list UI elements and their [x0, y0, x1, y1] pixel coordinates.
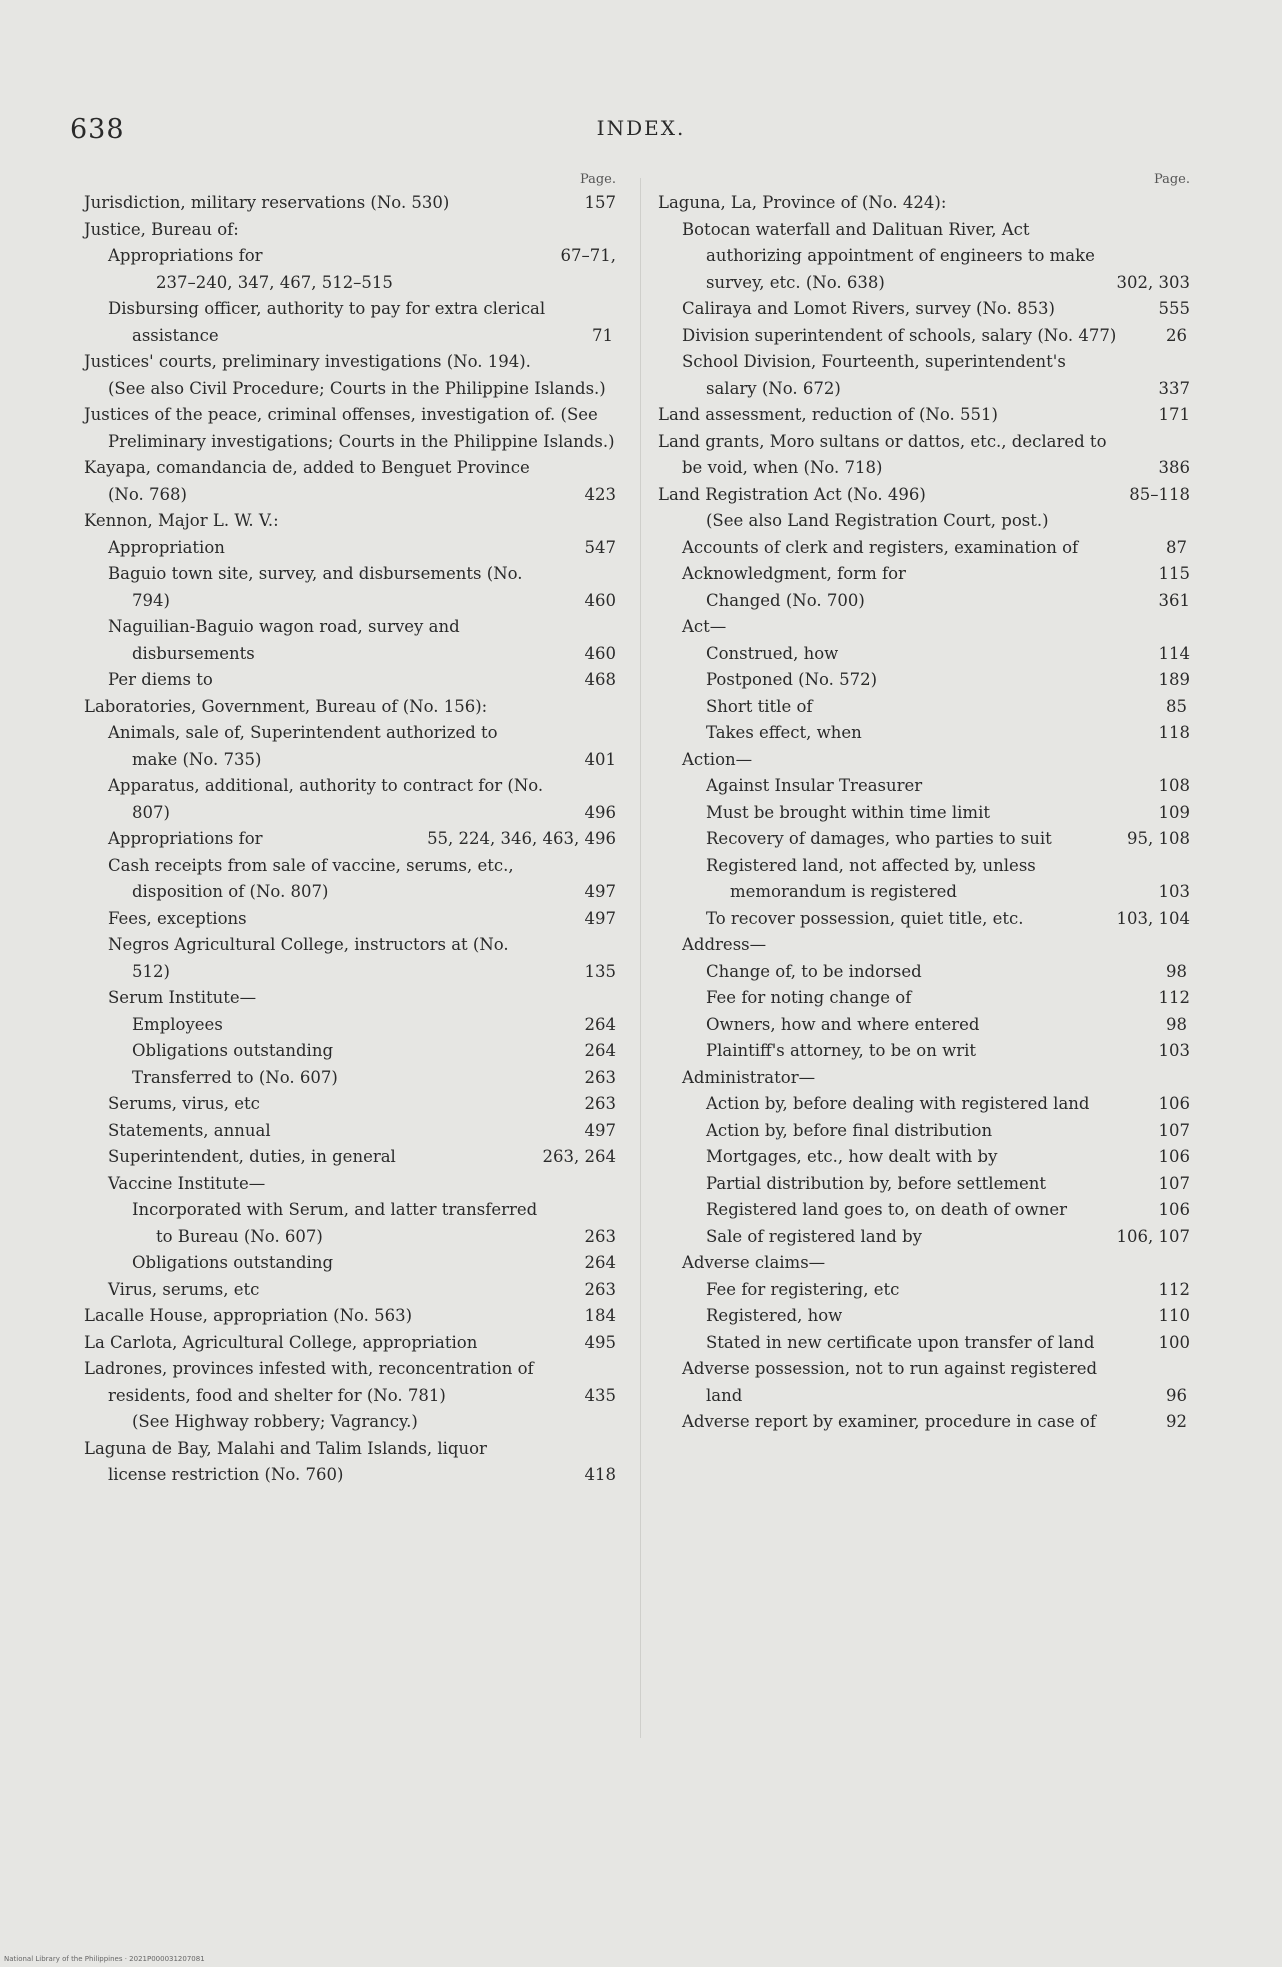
entry-page-ref: 361	[1179, 588, 1191, 615]
entry-page-ref: 96	[1186, 1383, 1190, 1410]
entry-text: Ladrones, provinces infested with, reconcentration of residents, food and shelter for (No. 781)	[84, 1359, 534, 1405]
entry-page-ref: 302, 303	[1137, 270, 1190, 297]
index-entry	[658, 906, 1190, 933]
index-entry	[84, 1330, 616, 1357]
entry-page-ref: 98	[1186, 1012, 1190, 1039]
entry-text: Statements, annual	[108, 1120, 271, 1140]
entry-text: Stated in new certificate upon transfer of land	[706, 1332, 1095, 1352]
entry-text: Administrator—	[682, 1067, 816, 1087]
entry-text: School Division, Fourteenth, superintendent's salary (No. 672)	[682, 352, 1066, 398]
entry-text: Kennon, Major L. W. V.:	[84, 511, 279, 530]
index-entry	[84, 508, 616, 535]
entry-text: Must be brought within time limit	[706, 802, 990, 822]
entry-text: Adverse claims—	[682, 1253, 826, 1272]
index-entry	[84, 1171, 616, 1198]
entry-page-ref: 189	[1179, 667, 1191, 694]
entry-text: Justices' courts, preliminary investigations (No. 194).	[84, 352, 531, 371]
index-entry	[84, 376, 616, 403]
index-entry	[84, 853, 616, 906]
index-entry	[84, 1091, 616, 1118]
entry-text: Accounts of clerk and registers, examination of	[682, 537, 1079, 557]
entry-page-ref: 468	[605, 667, 617, 694]
entry-page-ref: 460	[605, 641, 617, 668]
entry-text: Incorporated with Serum, and latter transferred to Bureau (No. 607)	[132, 1200, 538, 1246]
index-entry	[658, 1224, 1190, 1251]
entry-page-ref: 67–71,	[581, 243, 617, 270]
index-entry	[658, 323, 1190, 350]
entry-page-ref: 423	[605, 482, 617, 509]
entry-text: Partial distribution by, before settlement	[706, 1173, 1047, 1193]
entry-page-ref: 106	[1179, 1197, 1191, 1224]
index-entry	[658, 667, 1190, 694]
entry-text: Changed (No. 700)	[706, 590, 865, 610]
entry-text: Vaccine Institute—	[108, 1173, 266, 1193]
entry-text: Baguio town site, survey, and disbursements (No. 794)	[108, 564, 523, 610]
index-entry	[658, 561, 1190, 588]
entry-page-ref: 92	[1186, 1409, 1190, 1436]
index-entry	[84, 1436, 616, 1489]
entry-text: Laguna, La, Province of (No. 424):	[658, 193, 947, 212]
entry-text: Fees, exceptions	[108, 908, 247, 928]
entry-text: Registered land goes to, on death of owner	[706, 1200, 1068, 1219]
right-page-label: Page.	[1153, 172, 1190, 187]
entry-text: Division superintendent of schools, salary (No. 477)	[682, 325, 1117, 345]
index-entry	[658, 1091, 1190, 1118]
index-entry	[658, 1171, 1190, 1198]
entry-page-ref: 115	[1179, 561, 1191, 588]
entry-text: Naguilian-Baguio wagon road, survey and disbursements	[108, 617, 460, 663]
entry-text: Sale of registered land by	[706, 1226, 922, 1246]
entry-page-ref: 264	[605, 1250, 617, 1277]
entry-text: Appropriations for	[108, 246, 263, 265]
entry-page-ref: 98	[1186, 959, 1190, 986]
index-entry	[658, 720, 1190, 747]
entry-text: Mortgages, etc., how dealt with by	[706, 1147, 998, 1166]
entry-page-ref: 496	[605, 800, 617, 827]
entry-text: Serum Institute—	[108, 988, 257, 1007]
entry-page-ref: 495	[605, 1330, 617, 1357]
index-entry	[658, 217, 1190, 297]
entry-page-ref: 107	[1179, 1118, 1191, 1145]
index-entry	[658, 1118, 1190, 1145]
index-entry	[84, 667, 616, 694]
entry-text: Registered land, not affected by, unless memorandum is registered	[706, 855, 1036, 901]
entry-text: Action by, before dealing with registered land	[706, 1094, 1090, 1113]
index-entry	[658, 402, 1190, 429]
entry-text: Construed, how	[706, 643, 839, 663]
entry-text: Recovery of damages, who parties to suit	[706, 829, 1052, 848]
entry-page-ref: 497	[605, 906, 617, 933]
entry-text: Employees	[132, 1014, 223, 1034]
index-entry	[658, 826, 1190, 853]
index-entry	[658, 959, 1190, 986]
index-entry	[658, 1065, 1190, 1092]
entry-text: To recover possession, quiet title, etc.	[706, 908, 1024, 928]
left-entry-list	[84, 190, 616, 1489]
entry-text: Action by, before final distribution	[706, 1120, 993, 1140]
left-column	[84, 172, 616, 1489]
index-entry	[84, 932, 616, 985]
entry-page-ref: 497	[605, 1118, 617, 1145]
entry-text: Change of, to be indorsed	[706, 961, 922, 981]
entry-page-ref: 547	[605, 535, 617, 562]
index-entry	[658, 349, 1190, 402]
index-entry	[84, 243, 616, 270]
entry-page-ref: 337	[1179, 376, 1191, 403]
entry-text: Disbursing officer, authority to pay for extra clerical assistance	[108, 299, 546, 345]
entry-text: Apparatus, additional, authority to contract for (No. 807)	[108, 776, 544, 822]
index-entry	[658, 1303, 1190, 1330]
index-entry	[84, 1356, 616, 1409]
index-entry	[658, 614, 1190, 641]
entry-page-ref: 107	[1179, 1171, 1191, 1198]
entry-page-ref: 264	[605, 1038, 617, 1065]
index-entry	[84, 1065, 616, 1092]
index-entry	[658, 482, 1190, 509]
index-entry	[658, 535, 1190, 562]
index-entry	[658, 747, 1190, 774]
footer-credit: National Library of the Philippines · 2021P000031207081	[4, 1955, 205, 1963]
index-entry	[84, 1277, 616, 1304]
index-entry	[84, 1038, 616, 1065]
entry-text: Land grants, Moro sultans or dattos, etc., declared to be void, when (No. 718)	[658, 431, 1107, 477]
entry-text: (See Highway robbery; Vagrancy.)	[132, 1412, 418, 1431]
entry-text: Postponed (No. 572)	[706, 670, 878, 689]
entry-text: Serums, virus, etc	[108, 1094, 260, 1113]
entry-text: Caliraya and Lomot Rivers, survey (No. 853)	[682, 299, 1055, 318]
index-entry	[658, 429, 1190, 482]
entry-page-ref: 264	[605, 1012, 617, 1039]
entry-text: Fee for registering, etc	[706, 1279, 900, 1299]
index-entry	[658, 773, 1190, 800]
entry-text: Adverse possession, not to run against registered land	[682, 1359, 1098, 1405]
index-entry	[84, 985, 616, 1012]
index-entry	[658, 1277, 1190, 1304]
right-column	[658, 172, 1190, 1436]
entry-text: Justice, Bureau of:	[84, 219, 239, 239]
entry-text: Owners, how and where entered	[706, 1014, 980, 1034]
entry-page-ref: 110	[1179, 1303, 1191, 1330]
right-entry-list	[658, 190, 1190, 1436]
entry-page-ref: 26	[1186, 323, 1190, 350]
index-entry	[84, 190, 616, 217]
entry-text: (See also Civil Procedure; Courts in the Philippine Islands.)	[108, 378, 606, 398]
index-entry	[84, 217, 616, 244]
index-entry	[658, 190, 1190, 217]
index-entry	[658, 641, 1190, 668]
entry-page-ref: 263, 264	[563, 1144, 616, 1171]
page-number: 638	[70, 114, 125, 145]
index-entry	[84, 455, 616, 508]
index-entry	[658, 296, 1190, 323]
entry-page-ref: 460	[605, 588, 617, 615]
index-entry	[658, 588, 1190, 615]
entry-page-ref: 106	[1179, 1144, 1191, 1171]
entry-text: Appropriations for	[108, 829, 263, 848]
entry-page-ref: 263	[605, 1277, 617, 1304]
index-entry	[658, 1144, 1190, 1171]
entry-page-ref: 263	[605, 1091, 617, 1118]
entry-text: Obligations outstanding	[132, 1253, 334, 1272]
entry-text: Virus, serums, etc	[108, 1279, 260, 1299]
entry-text: Botocan waterfall and Dalituan River, Act authorizing appointment of engineers to make survey, etc. (No. 638)	[682, 219, 1095, 292]
column-divider	[640, 178, 641, 1738]
entry-text: Per diems to	[108, 670, 213, 689]
entry-page-ref: 85	[1186, 694, 1190, 721]
index-entry	[658, 1038, 1190, 1065]
index-entry	[658, 1330, 1190, 1357]
entry-page-ref: 109	[1179, 800, 1191, 827]
entry-text: Registered, how	[706, 1306, 843, 1325]
entry-text: Action—	[682, 749, 753, 769]
entry-page-ref: 100	[1179, 1330, 1191, 1357]
entry-text: Justices of the peace, criminal offenses, investigation of. (See Preliminary investigations; Courts in the Philippine Islands.)	[84, 405, 615, 451]
index-entry	[84, 694, 616, 721]
index-entry	[658, 694, 1190, 721]
entry-page-ref: 103	[1179, 879, 1191, 906]
entry-page-ref: 112	[1179, 1277, 1191, 1304]
index-entry	[84, 1409, 616, 1436]
index-entry	[658, 932, 1190, 959]
index-entry	[84, 906, 616, 933]
entry-page-ref: 497	[605, 879, 617, 906]
index-entry	[658, 508, 1190, 535]
index-entry	[84, 614, 616, 667]
entry-text: Fee for noting change of	[706, 988, 912, 1007]
entry-text: Against Insular Treasurer	[706, 776, 923, 795]
entry-page-ref: 118	[1179, 720, 1191, 747]
entry-text: Appropriation	[108, 537, 225, 557]
entry-text: Kayapa, comandancia de, added to Benguet Province (No. 768)	[84, 458, 530, 504]
page-title: INDEX.	[596, 116, 686, 140]
entry-text: Address—	[682, 935, 767, 954]
index-entry	[84, 349, 616, 376]
index-entry	[84, 1250, 616, 1277]
entry-text: (See also Land Registration Court, post.)	[706, 511, 1049, 530]
index-entry	[658, 1012, 1190, 1039]
index-entry	[658, 1197, 1190, 1224]
index-entry	[84, 296, 616, 349]
entry-page-ref: 263	[605, 1224, 617, 1251]
entry-text: La Carlota, Agricultural College, appropriation	[84, 1332, 478, 1352]
entry-text: Cash receipts from sale of vaccine, serums, etc., disposition of (No. 807)	[108, 855, 514, 901]
entry-page-ref: 103	[1179, 1038, 1191, 1065]
entry-text: Jurisdiction, military reservations (No. 530)	[84, 193, 450, 212]
entry-page-ref: 157	[605, 190, 617, 217]
entry-page-ref: 555	[1179, 296, 1191, 323]
entry-page-ref: 401	[605, 747, 617, 774]
index-entry	[84, 270, 616, 297]
entry-page-ref: 435	[605, 1383, 617, 1410]
entry-text: 237–240, 347, 467, 512–515	[156, 272, 393, 292]
entry-text: Laguna de Bay, Malahi and Talim Islands, liquor license restriction (No. 760)	[84, 1438, 487, 1484]
entry-text: Land Registration Act (No. 496)	[658, 484, 926, 504]
entry-text: Acknowledgment, form for	[682, 564, 906, 583]
entry-page-ref: 55, 224, 346, 463, 496	[447, 826, 616, 853]
entry-page-ref: 106, 107	[1137, 1224, 1190, 1251]
entry-page-ref: 85–118	[1149, 482, 1190, 509]
index-entry	[658, 1409, 1190, 1436]
entry-page-ref: 106	[1179, 1091, 1191, 1118]
index-entry	[658, 1250, 1190, 1277]
index-entry	[84, 1012, 616, 1039]
entry-page-ref: 103, 104	[1137, 906, 1190, 933]
entry-text: Transferred to (No. 607)	[132, 1067, 338, 1087]
entry-page-ref: 171	[1179, 402, 1191, 429]
index-entry	[84, 1197, 616, 1250]
left-page-label: Page.	[579, 172, 616, 187]
entry-text: Plaintiff's attorney, to be on writ	[706, 1041, 977, 1060]
entry-text: Adverse report by examiner, procedure in case of	[682, 1412, 1096, 1431]
entry-text: Negros Agricultural College, instructors at (No. 512)	[108, 935, 509, 981]
entry-page-ref: 184	[605, 1303, 617, 1330]
entry-page-ref: 71	[612, 323, 616, 350]
entry-page-ref: 95, 108	[1147, 826, 1190, 853]
entry-text: Obligations outstanding	[132, 1041, 334, 1060]
entry-page-ref: 114	[1179, 641, 1191, 668]
index-entry	[658, 853, 1190, 906]
entry-page-ref: 87	[1186, 535, 1190, 562]
entry-text: Land assessment, reduction of (No. 551)	[658, 405, 998, 424]
index-entry	[84, 773, 616, 826]
entry-text: Animals, sale of, Superintendent authorized to make (No. 735)	[108, 723, 498, 769]
entry-text: Act—	[682, 617, 727, 636]
index-entry	[84, 402, 616, 455]
index-entry	[658, 985, 1190, 1012]
entry-page-ref: 418	[605, 1462, 617, 1489]
index-entry	[658, 800, 1190, 827]
entry-text: Short title of	[706, 696, 813, 716]
index-entry	[84, 1118, 616, 1145]
entry-text: Superintendent, duties, in general	[108, 1147, 396, 1166]
index-entry	[658, 1356, 1190, 1409]
entry-text: Takes effect, when	[706, 723, 862, 742]
index-entry	[84, 720, 616, 773]
entry-text: Lacalle House, appropriation (No. 563)	[84, 1306, 413, 1325]
entry-page-ref: 386	[1179, 455, 1191, 482]
entry-text: Laboratories, Government, Bureau of (No. 156):	[84, 696, 488, 716]
index-entry	[84, 1144, 616, 1171]
index-entry	[84, 535, 616, 562]
index-entry	[84, 1303, 616, 1330]
entry-page-ref: 112	[1179, 985, 1191, 1012]
entry-page-ref: 263	[605, 1065, 617, 1092]
index-entry	[84, 826, 616, 853]
entry-page-ref: 135	[605, 959, 617, 986]
index-entry	[84, 561, 616, 614]
entry-page-ref: 108	[1179, 773, 1191, 800]
